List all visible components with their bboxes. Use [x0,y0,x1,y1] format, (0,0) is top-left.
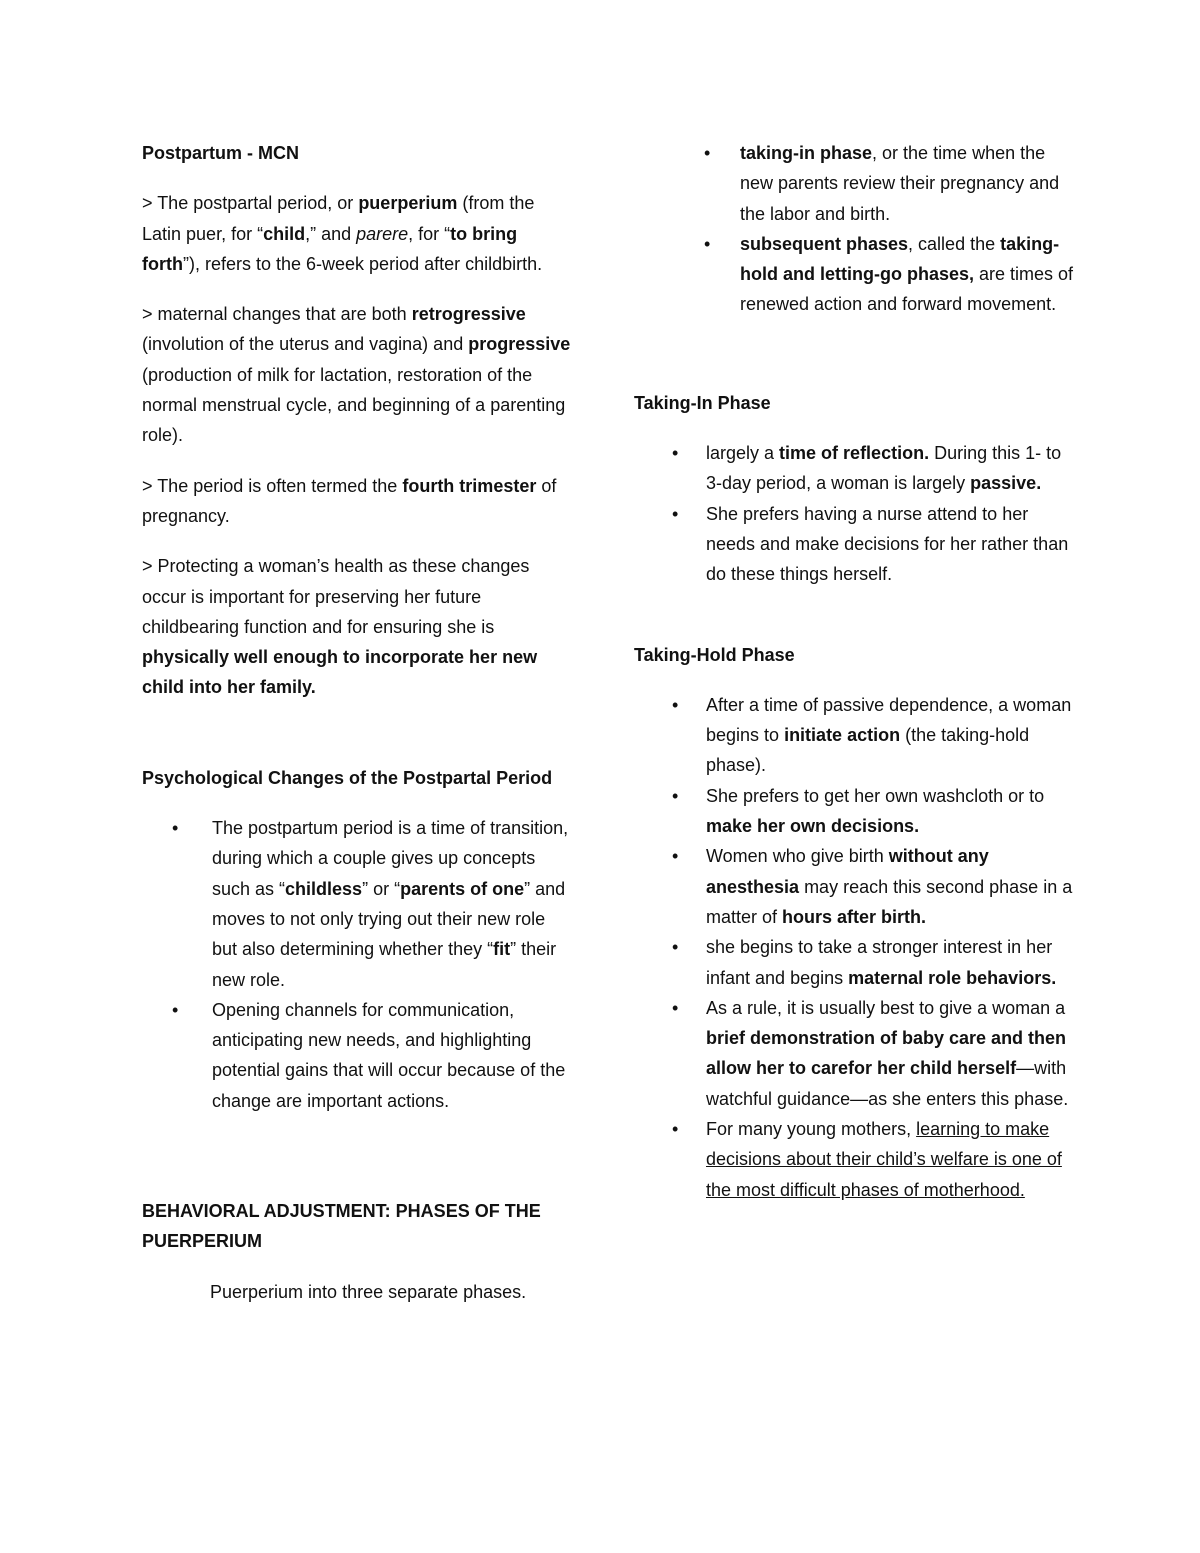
taking-hold-list [704,690,1076,1205]
heading-psychological-changes: Psychological Changes of the Postpartal Period [142,767,553,788]
text: The postpartum period is a time of transition, during which a couple gives up concepts such as “ [212,818,569,899]
heading-behavioral-adjustment: BEHAVIORAL ADJUSTMENT: PHASES OF THE PUERPERIUM [142,1201,541,1252]
text: ” and moves to not only trying out their new role but also determining whether they “ [212,878,566,960]
text: (production of milk for lactation, restoration of the normal menstrual cycle, and beginning of a parenting role). [142,364,566,446]
text: ”), refers to the 6-week period after childbirth. [182,253,543,274]
list-item [704,138,1076,229]
list-item: • She prefers having a nurse attend to her needs and make decisions for her rather than do these things herself. [704,499,1076,590]
spacer [142,723,572,763]
bold-term: taking-in phase [740,143,873,163]
bold-term: subsequent phases [740,233,909,254]
list-item [704,841,1076,932]
paragraph-fourth-trimester [142,471,572,532]
list-item [704,690,1076,781]
text: are times of renewed action and forward movement. [740,264,1074,315]
text: During this 1- to 3-day period, a woman is largely [706,443,1062,494]
list-item [142,813,572,995]
left-column [142,138,572,1307]
list-item [704,993,1076,1114]
text: largely a [706,443,780,464]
bold-term: fit [493,939,511,960]
psychological-list [142,813,572,1116]
text: , for “ [408,223,451,244]
bold-term: puerperium [358,193,458,214]
list-item: • Opening channels for communication, anticipating new needs, and highlighting potential gains that will occur because of the change are important actions. [142,995,572,1116]
bold-term: to bring forth [142,223,518,274]
bold-term: fourth trimester [402,475,537,496]
text: ” their new role. [212,939,557,990]
text: ,” and [305,223,357,244]
text: > The period is often termed the [142,475,403,496]
taking-in-list [704,438,1076,589]
document-title: Postpartum - MCN [142,143,299,163]
bold-term: physically well enough to incorporate her new child into her family. [142,647,538,698]
text: , or the time when the new parents review their pregnancy and the labor and birth. [740,143,1060,224]
text: , called the [908,233,1001,254]
spacer [142,1116,572,1196]
list-item [704,1114,1076,1205]
text: Women who give birth [706,846,889,867]
bold-term: initiate action [784,725,901,746]
heading-taking-hold-phase: Taking-Hold Phase [634,644,795,665]
bold-term: without any anesthesia [706,846,989,897]
bold-term: retrogressive [411,304,526,325]
list-item [704,932,1076,993]
spacer [704,590,1076,640]
underlined-text: learning to make decisions about their child’s welfare is one of the most difficult phases of motherhood. [706,1119,1062,1200]
text: may reach this second phase in a matter of [706,876,1073,927]
text: > The postpartal period, or [142,193,359,214]
list-item [704,438,1076,499]
spacer [704,320,1076,388]
paragraph-postpartal-definition [142,188,572,279]
text: She prefers to get her own washcloth or to [706,785,1045,806]
bold-term: taking-hold and letting-go phases, [740,233,1060,285]
text: she begins to take a stronger interest in her infant and begins [706,937,1053,988]
bold-term: hours after birth. [782,906,927,927]
list-item [704,781,1076,842]
text: of pregnancy. [142,475,557,526]
list-item [704,229,1076,320]
bold-term: make her own decisions. [706,816,920,837]
right-column [634,138,1076,1205]
bold-term: maternal role behaviors. [848,967,1057,988]
bold-term: passive. [970,473,1042,494]
text: After a time of passive dependence, a woman begins to [706,694,1072,746]
bold-term: parents of one [400,878,525,899]
bold-term: child [263,223,306,244]
paragraph-three-phases: Puerperium into three separate phases. [210,1281,527,1302]
heading-taking-in-phase: Taking-In Phase [634,392,771,413]
text: ” or “ [362,878,401,899]
text: —with watchful guidance—as she enters this phase. [706,1058,1069,1109]
paragraph-protecting-health [142,551,572,702]
bold-term: time of reflection. [779,443,930,464]
text: (involution of the uterus and vagina) and [142,334,469,355]
bold-term: childless [285,878,363,899]
text: (the taking-hold phase). [706,725,1030,776]
text: For many young mothers, [706,1119,917,1140]
text: As a rule, it is usually best to give a woman a [706,997,1066,1018]
bold-term: progressive [468,334,571,355]
paragraph-maternal-changes [142,299,572,450]
text: > maternal changes that are both [142,304,412,325]
italic-term: parere [356,223,409,244]
text: > Protecting a woman’s health as these changes occur is important for preserving her future childbearing function and for ensuring she is [142,556,530,637]
bold-term: brief demonstration of baby care and then allow her to carefor her child herself [706,1028,1067,1079]
text: (from the Latin puer, for “ [142,193,535,244]
phases-list [704,138,1076,320]
